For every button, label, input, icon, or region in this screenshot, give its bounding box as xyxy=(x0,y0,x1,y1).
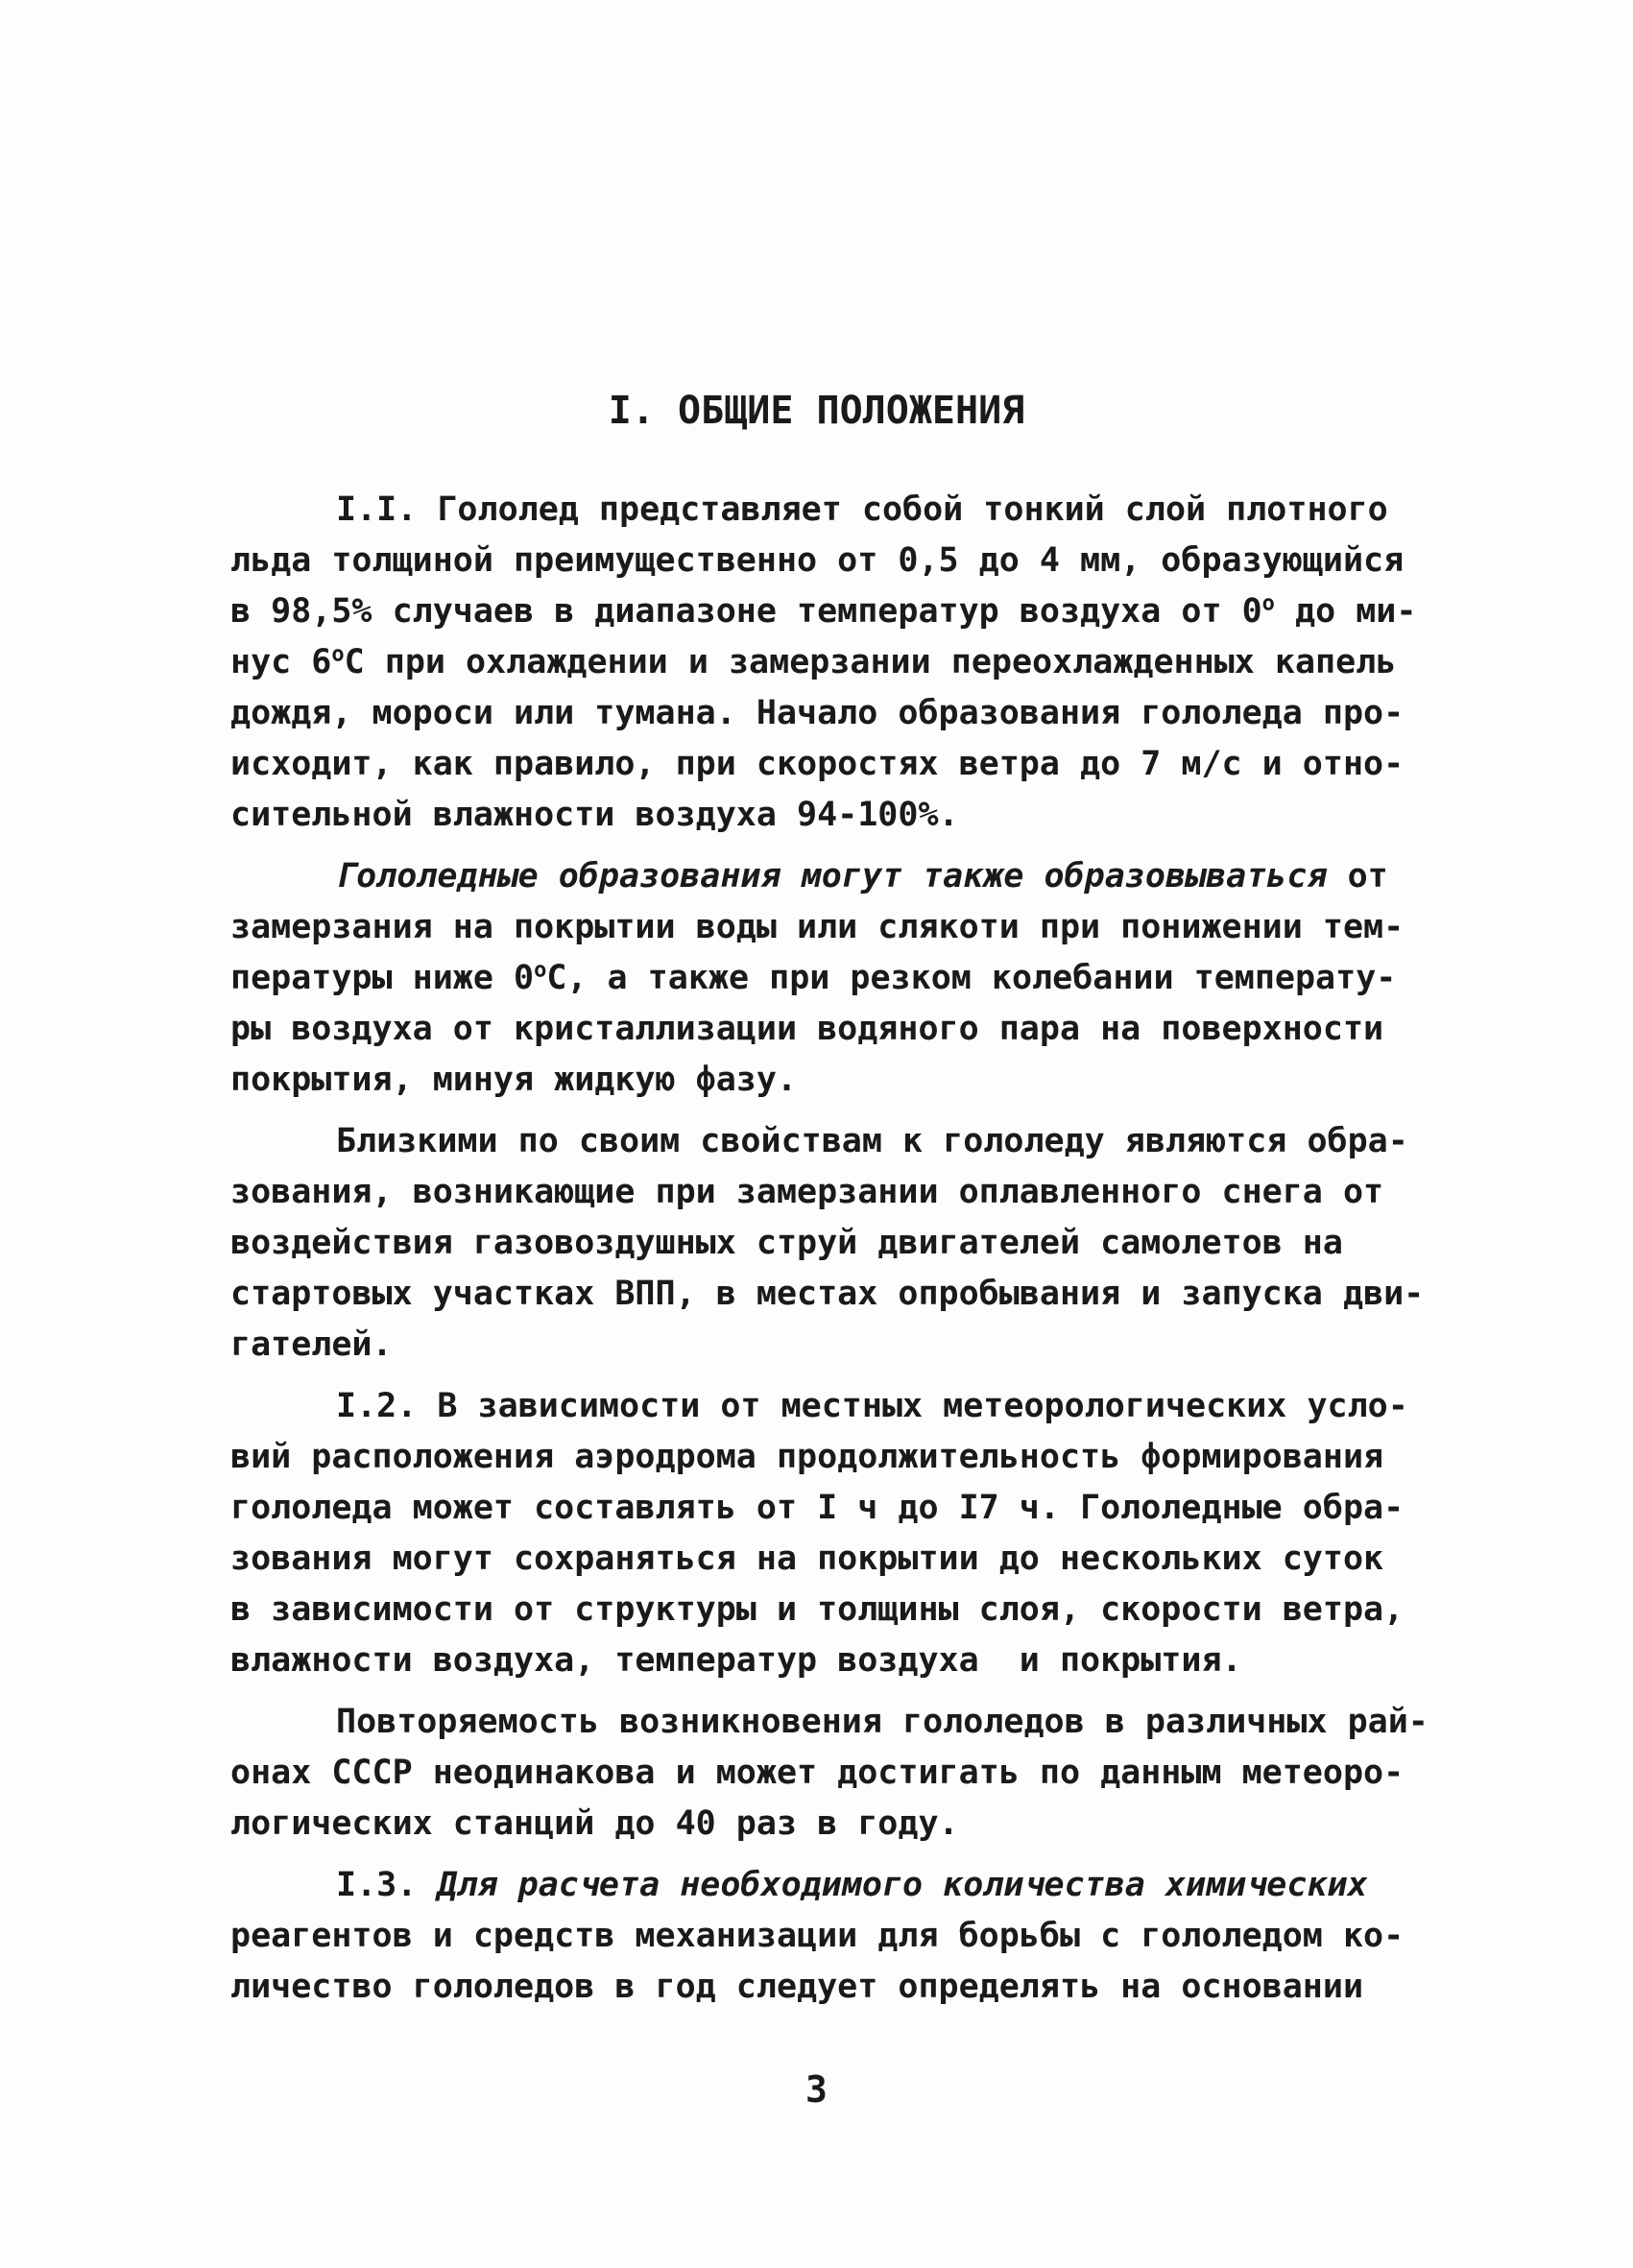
line-text: ры воздуха от кристаллизации водяного пара на поверхности xyxy=(230,1010,1384,1048)
line-text: стартовых участках ВПП, в местах опробывания и запуска дви- xyxy=(230,1275,1425,1313)
paragraph xyxy=(230,1116,1440,1371)
paragraph xyxy=(230,1381,1440,1686)
line-text: покрытия, минуя жидкую фазу. xyxy=(230,1061,798,1099)
line-text: I.2. В зависимости от местных метеорологических усло- xyxy=(336,1387,1408,1425)
text-line xyxy=(230,1483,1440,1534)
text-line xyxy=(230,1381,1440,1432)
line-text: Повторяемость возникновения гололедов в различных рай- xyxy=(336,1703,1429,1741)
line-text: Близкими по своим свойствам к гололеду являются обра- xyxy=(336,1122,1408,1160)
line-text: зования могут сохраняться на покрытии до нескольких суток xyxy=(230,1540,1384,1578)
paragraph-gap xyxy=(230,1850,1440,1860)
paragraph-gap xyxy=(230,1106,1440,1116)
text-line xyxy=(230,586,1440,637)
line-text: льда толщиной преимущественно от 0,5 до 4 мм, образующийся xyxy=(230,541,1405,580)
text-line xyxy=(230,688,1440,739)
line-text: в 98,5% случаев в диапазоне температур воздуха от 0 xyxy=(230,592,1262,631)
line-italic-text: Для расчета необходимого количества химических xyxy=(437,1866,1368,1904)
paragraph xyxy=(230,851,1440,1106)
body-text xyxy=(230,485,1440,2013)
text-line xyxy=(230,536,1440,586)
line-text: зования, возникающие при замерзании оплавленного снега от xyxy=(230,1173,1384,1211)
text-line xyxy=(230,953,1440,1004)
text-line xyxy=(230,739,1440,790)
line-text: в зависимости от структуры и толщины слоя, скорости ветра, xyxy=(230,1590,1405,1629)
text-line xyxy=(230,1320,1440,1371)
text-line xyxy=(230,1962,1440,2013)
paragraph xyxy=(230,1860,1440,2013)
line-text: исходит, как правило, при скоростях ветра до 7 м/с и отно- xyxy=(230,745,1405,783)
degree-superscript: о xyxy=(1261,591,1275,616)
line-text: влажности воздуха, температур воздуха и покрытия. xyxy=(230,1641,1242,1680)
line-text: логических станций до 40 раз в году. xyxy=(230,1804,959,1843)
line-text-rest: до ми- xyxy=(1274,592,1417,631)
line-text: личество гололедов в год следует определять на основании xyxy=(230,1968,1364,2006)
text-line xyxy=(230,790,1440,841)
line-text: воздействия газовоздушных струй двигателей самолетов на xyxy=(230,1224,1343,1262)
text-line xyxy=(230,1748,1440,1799)
line-text-rest: С при охлаждении и замерзании переохлажденных капель xyxy=(344,643,1397,681)
text-line xyxy=(230,1004,1440,1055)
text-line xyxy=(230,1218,1440,1269)
text-line xyxy=(230,902,1440,953)
line-text: I.I. Гололед представляет собой тонкий слой плотного xyxy=(336,490,1388,529)
text-line xyxy=(230,637,1440,688)
text-line xyxy=(230,1911,1440,1962)
paragraph-gap xyxy=(230,841,1440,851)
paragraph xyxy=(230,485,1440,841)
degree-superscript: о xyxy=(534,958,547,983)
page-number: 3 xyxy=(805,2068,828,2111)
line-text-rest: С, а также при резком колебании температу- xyxy=(546,959,1397,997)
text-line xyxy=(230,1697,1440,1748)
line-text: сительной влажности воздуха 94-100%. xyxy=(230,796,959,834)
text-line xyxy=(230,485,1440,536)
text-line xyxy=(230,1534,1440,1585)
line-text-rest: от xyxy=(1327,857,1388,895)
text-line xyxy=(230,1585,1440,1635)
line-text: реагентов и средств механизации для борьбы с гололедом ко- xyxy=(230,1917,1405,1955)
paragraph xyxy=(230,1697,1440,1850)
text-line xyxy=(230,1635,1440,1686)
degree-superscript: о xyxy=(331,642,345,667)
line-text: I.3. xyxy=(336,1866,438,1904)
line-text: гателей. xyxy=(230,1325,393,1364)
text-line xyxy=(230,1860,1440,1911)
line-text: замерзания на покрытии воды или слякоти при понижении тем- xyxy=(230,908,1405,946)
text-line xyxy=(230,1432,1440,1483)
line-text: Гололедные образования могут также образовываться xyxy=(336,857,1328,895)
line-text: дождя, мороси или тумана. Начало образования гололеда про- xyxy=(230,694,1405,732)
line-text: вий расположения аэродрома продолжительность формирования xyxy=(230,1438,1384,1476)
text-line xyxy=(230,1167,1440,1218)
line-text: онах СССР неодинакова и может достигать по данным метеоро- xyxy=(230,1754,1405,1792)
text-line xyxy=(230,851,1440,902)
line-text: пературы ниже 0 xyxy=(230,959,535,997)
paragraph-gap xyxy=(230,1686,1440,1697)
line-text: гололеда может составлять от I ч до I7 ч. Гололедные обра- xyxy=(230,1489,1405,1527)
text-line xyxy=(230,1116,1440,1167)
text-line xyxy=(230,1799,1440,1850)
line-text: нус 6 xyxy=(230,643,332,681)
paragraph-gap xyxy=(230,1371,1440,1381)
text-line xyxy=(230,1269,1440,1320)
section-heading: I. ОБЩИЕ ПОЛОЖЕНИЯ xyxy=(608,389,1025,433)
text-line xyxy=(230,1055,1440,1106)
